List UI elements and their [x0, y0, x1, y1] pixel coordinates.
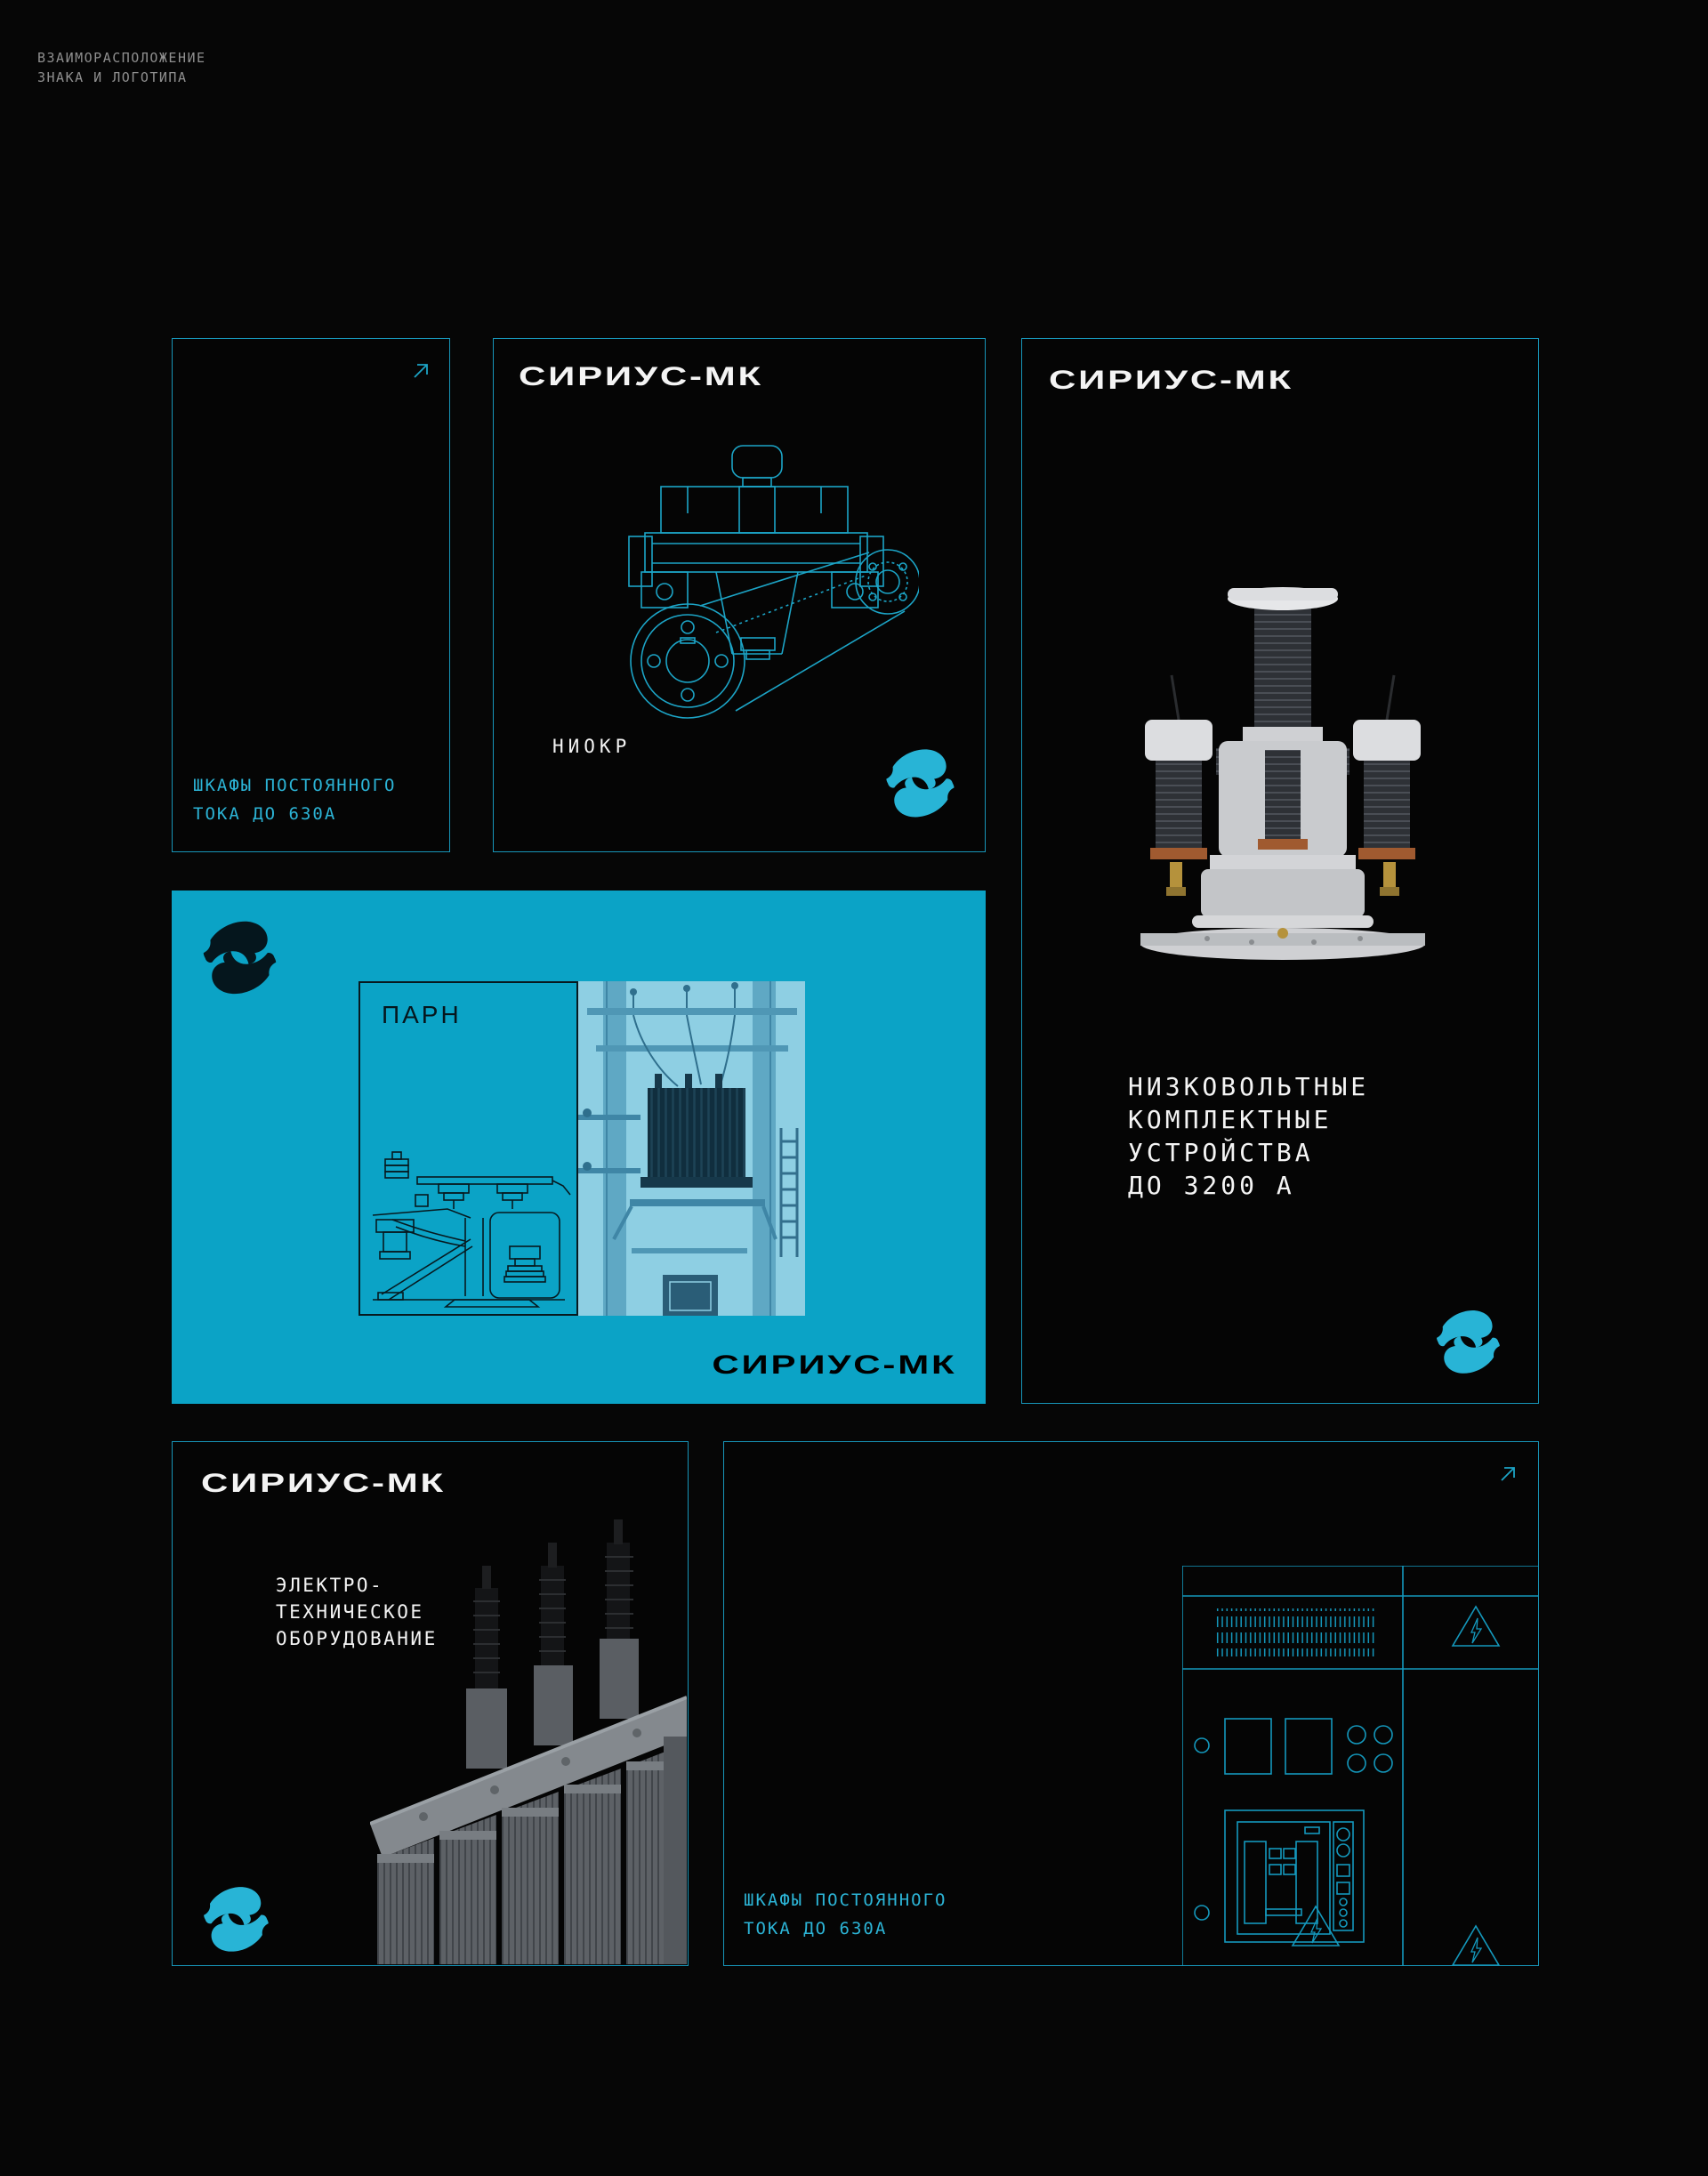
card-caption: ШКАФЫ ПОСТОЯННОГО ТОКА ДО 630А: [744, 1890, 947, 1938]
brand-wordmark: СИРИУС-МК: [201, 1469, 446, 1498]
card-dc-cabinets-small[interactable]: [172, 338, 450, 852]
winch-pulley-line-drawing: [583, 444, 919, 730]
panel-label: ПАРН: [382, 1001, 462, 1028]
card-title: ЭЛЕКТРО- ТЕХНИЧЕСКОЕ ОБОРУДОВАНИЕ: [276, 1575, 438, 1649]
card-electro: [172, 1441, 689, 1966]
arrow-up-right-icon[interactable]: [1497, 1463, 1519, 1485]
page-title: ВЗАИМОРАСПОЛОЖЕНИЕ ЗНАКА И ЛОГОТИПА: [37, 50, 206, 85]
card-niokr: [493, 338, 986, 852]
dc-cabinet-front-line-drawing: [1182, 1566, 1538, 1965]
oil-transformer-photo: [370, 1503, 687, 1964]
card-title: НИЗКОВОЛЬТНЫЕ КОМПЛЕКТНЫЕ УСТРОЙСТВА ДО 3200 А: [1128, 1072, 1370, 1200]
sirius-comet-mark-icon: [882, 744, 958, 822]
card-caption: НИОКР: [552, 736, 632, 757]
parn-panel: [359, 981, 805, 1316]
brand-wordmark: СИРИУС-МК: [712, 1350, 956, 1380]
pole-mounted-transformer-schematic: [366, 1131, 572, 1310]
sirius-comet-mark-icon: [199, 1882, 272, 1956]
arrow-up-right-icon[interactable]: [410, 360, 431, 382]
sirius-comet-mark-icon: [1432, 1305, 1503, 1378]
pole-mounted-transformer-duotone-photo: [578, 981, 805, 1316]
card-caption: ШКАФЫ ПОСТОЯННОГО ТОКА ДО 630А: [193, 776, 397, 824]
card-parn: [172, 891, 986, 1404]
card-lv-devices: [1021, 338, 1539, 1404]
brand-wordmark: СИРИУС-МК: [1049, 366, 1293, 395]
sirius-comet-mark-icon: [198, 915, 280, 999]
brand-wordmark: СИРИУС-МК: [519, 362, 763, 391]
card-dc-cabinets-large[interactable]: [723, 1441, 1539, 1966]
high-voltage-switching-device-photo: [1127, 570, 1438, 967]
